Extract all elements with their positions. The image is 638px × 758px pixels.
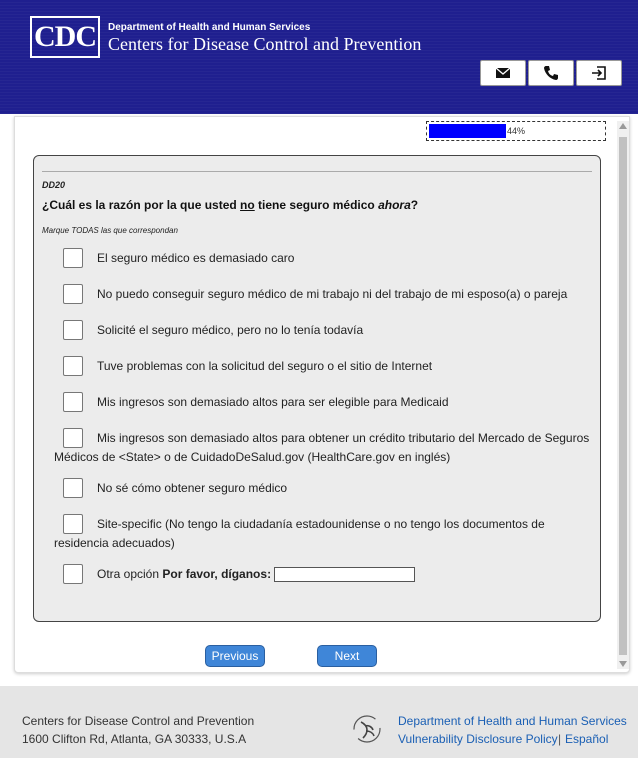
option-checkbox[interactable] bbox=[63, 284, 83, 304]
question-box bbox=[33, 155, 601, 622]
phone-icon bbox=[543, 65, 559, 81]
progress-fill bbox=[429, 124, 506, 138]
option-label: Solicité el seguro médico, pero no lo tenía todavía bbox=[97, 323, 364, 337]
option-row[interactable] bbox=[54, 284, 594, 304]
option-checkbox[interactable] bbox=[63, 428, 83, 448]
option-label: Mis ingresos son demasiado altos para obtener un crédito tributario del Mercado de Seguros Médicos de <State> o de CuidadoDeSalud.gov (HealthCare.gov en inglés) bbox=[54, 431, 590, 464]
progress-label: 44% bbox=[507, 126, 526, 136]
option-row[interactable] bbox=[54, 428, 594, 467]
question-text-italic: ahora bbox=[378, 198, 411, 212]
site-header bbox=[0, 0, 638, 114]
option-label-other bbox=[54, 564, 594, 584]
site-footer bbox=[0, 686, 638, 758]
option-label: No puedo conseguir seguro médico de mi trabajo ni del trabajo de mi esposo(a) o pareja bbox=[97, 287, 568, 301]
cdc-logo-text: CDC bbox=[34, 20, 96, 53]
option-checkbox[interactable] bbox=[63, 392, 83, 412]
option-row[interactable] bbox=[54, 356, 594, 376]
scroll-up-arrow[interactable] bbox=[619, 123, 627, 129]
divider bbox=[42, 171, 592, 172]
other-text-field[interactable] bbox=[274, 567, 415, 582]
hhs-eagle-icon bbox=[352, 714, 382, 744]
option-label: El seguro médico es demasiado caro bbox=[97, 251, 295, 265]
other-prompt: Por favor, díganos: bbox=[162, 567, 272, 581]
mail-icon bbox=[495, 65, 511, 81]
option-row[interactable] bbox=[54, 248, 594, 268]
cdc-logo bbox=[30, 16, 100, 58]
footer-address: 1600 Clifton Rd, Atlanta, GA 30333, U.S.A bbox=[22, 732, 247, 746]
option-row[interactable] bbox=[54, 392, 594, 412]
question-text-part: ¿Cuál es la razón por la que usted bbox=[42, 198, 241, 212]
exit-button[interactable] bbox=[576, 60, 622, 86]
footer-org-name: Centers for Disease Control and Prevention bbox=[22, 714, 255, 728]
option-row[interactable] bbox=[54, 514, 594, 553]
scroll-down-arrow[interactable] bbox=[619, 661, 627, 667]
option-checkbox[interactable] bbox=[63, 248, 83, 268]
progress-bar bbox=[426, 121, 606, 141]
option-label: Mis ingresos son demasiado altos para ser elegible para Medicaid bbox=[97, 395, 449, 409]
center-name: Centers for Disease Control and Prevention bbox=[108, 34, 422, 54]
option-label: No sé cómo obtener seguro médico bbox=[97, 481, 288, 495]
question-text bbox=[42, 198, 418, 212]
option-checkbox-other[interactable] bbox=[63, 564, 83, 584]
department-name: Department of Health and Human Services bbox=[108, 22, 311, 33]
option-checkbox[interactable] bbox=[63, 478, 83, 498]
survey-card bbox=[14, 116, 630, 673]
previous-button[interactable]: Previous bbox=[205, 645, 265, 667]
question-text-underlined: no bbox=[240, 198, 255, 212]
scrollbar[interactable] bbox=[617, 121, 629, 669]
email-button[interactable] bbox=[480, 60, 526, 86]
footer-separator: | bbox=[558, 732, 562, 746]
question-text-part: tiene seguro médico bbox=[254, 198, 379, 212]
vulnerability-policy-link[interactable]: Vulnerability Disclosure Policy bbox=[398, 732, 558, 746]
phone-button[interactable] bbox=[528, 60, 574, 86]
option-checkbox[interactable] bbox=[63, 356, 83, 376]
other-label: Otra opción bbox=[97, 567, 163, 581]
hhs-link[interactable]: Department of Health and Human Services bbox=[398, 714, 627, 728]
option-row-other[interactable] bbox=[54, 564, 594, 584]
scroll-thumb[interactable] bbox=[619, 137, 627, 655]
next-button[interactable]: Next bbox=[317, 645, 377, 667]
option-row[interactable] bbox=[54, 320, 594, 340]
option-checkbox[interactable] bbox=[63, 514, 83, 534]
espanol-link[interactable]: Español bbox=[565, 732, 609, 746]
option-label: Site-specific (No tengo la ciudadanía estadounidense o no tengo los documentos de residencia adecuados) bbox=[54, 517, 545, 550]
exit-icon bbox=[591, 65, 607, 81]
option-label: Tuve problemas con la solicitud del seguro o el sitio de Internet bbox=[97, 359, 433, 373]
question-id: DD20 bbox=[42, 180, 66, 190]
question-text-part: ? bbox=[410, 198, 419, 212]
option-checkbox[interactable] bbox=[63, 320, 83, 340]
option-row[interactable] bbox=[54, 478, 594, 498]
question-instruction: Marque TODAS las que correspondan bbox=[42, 226, 178, 235]
